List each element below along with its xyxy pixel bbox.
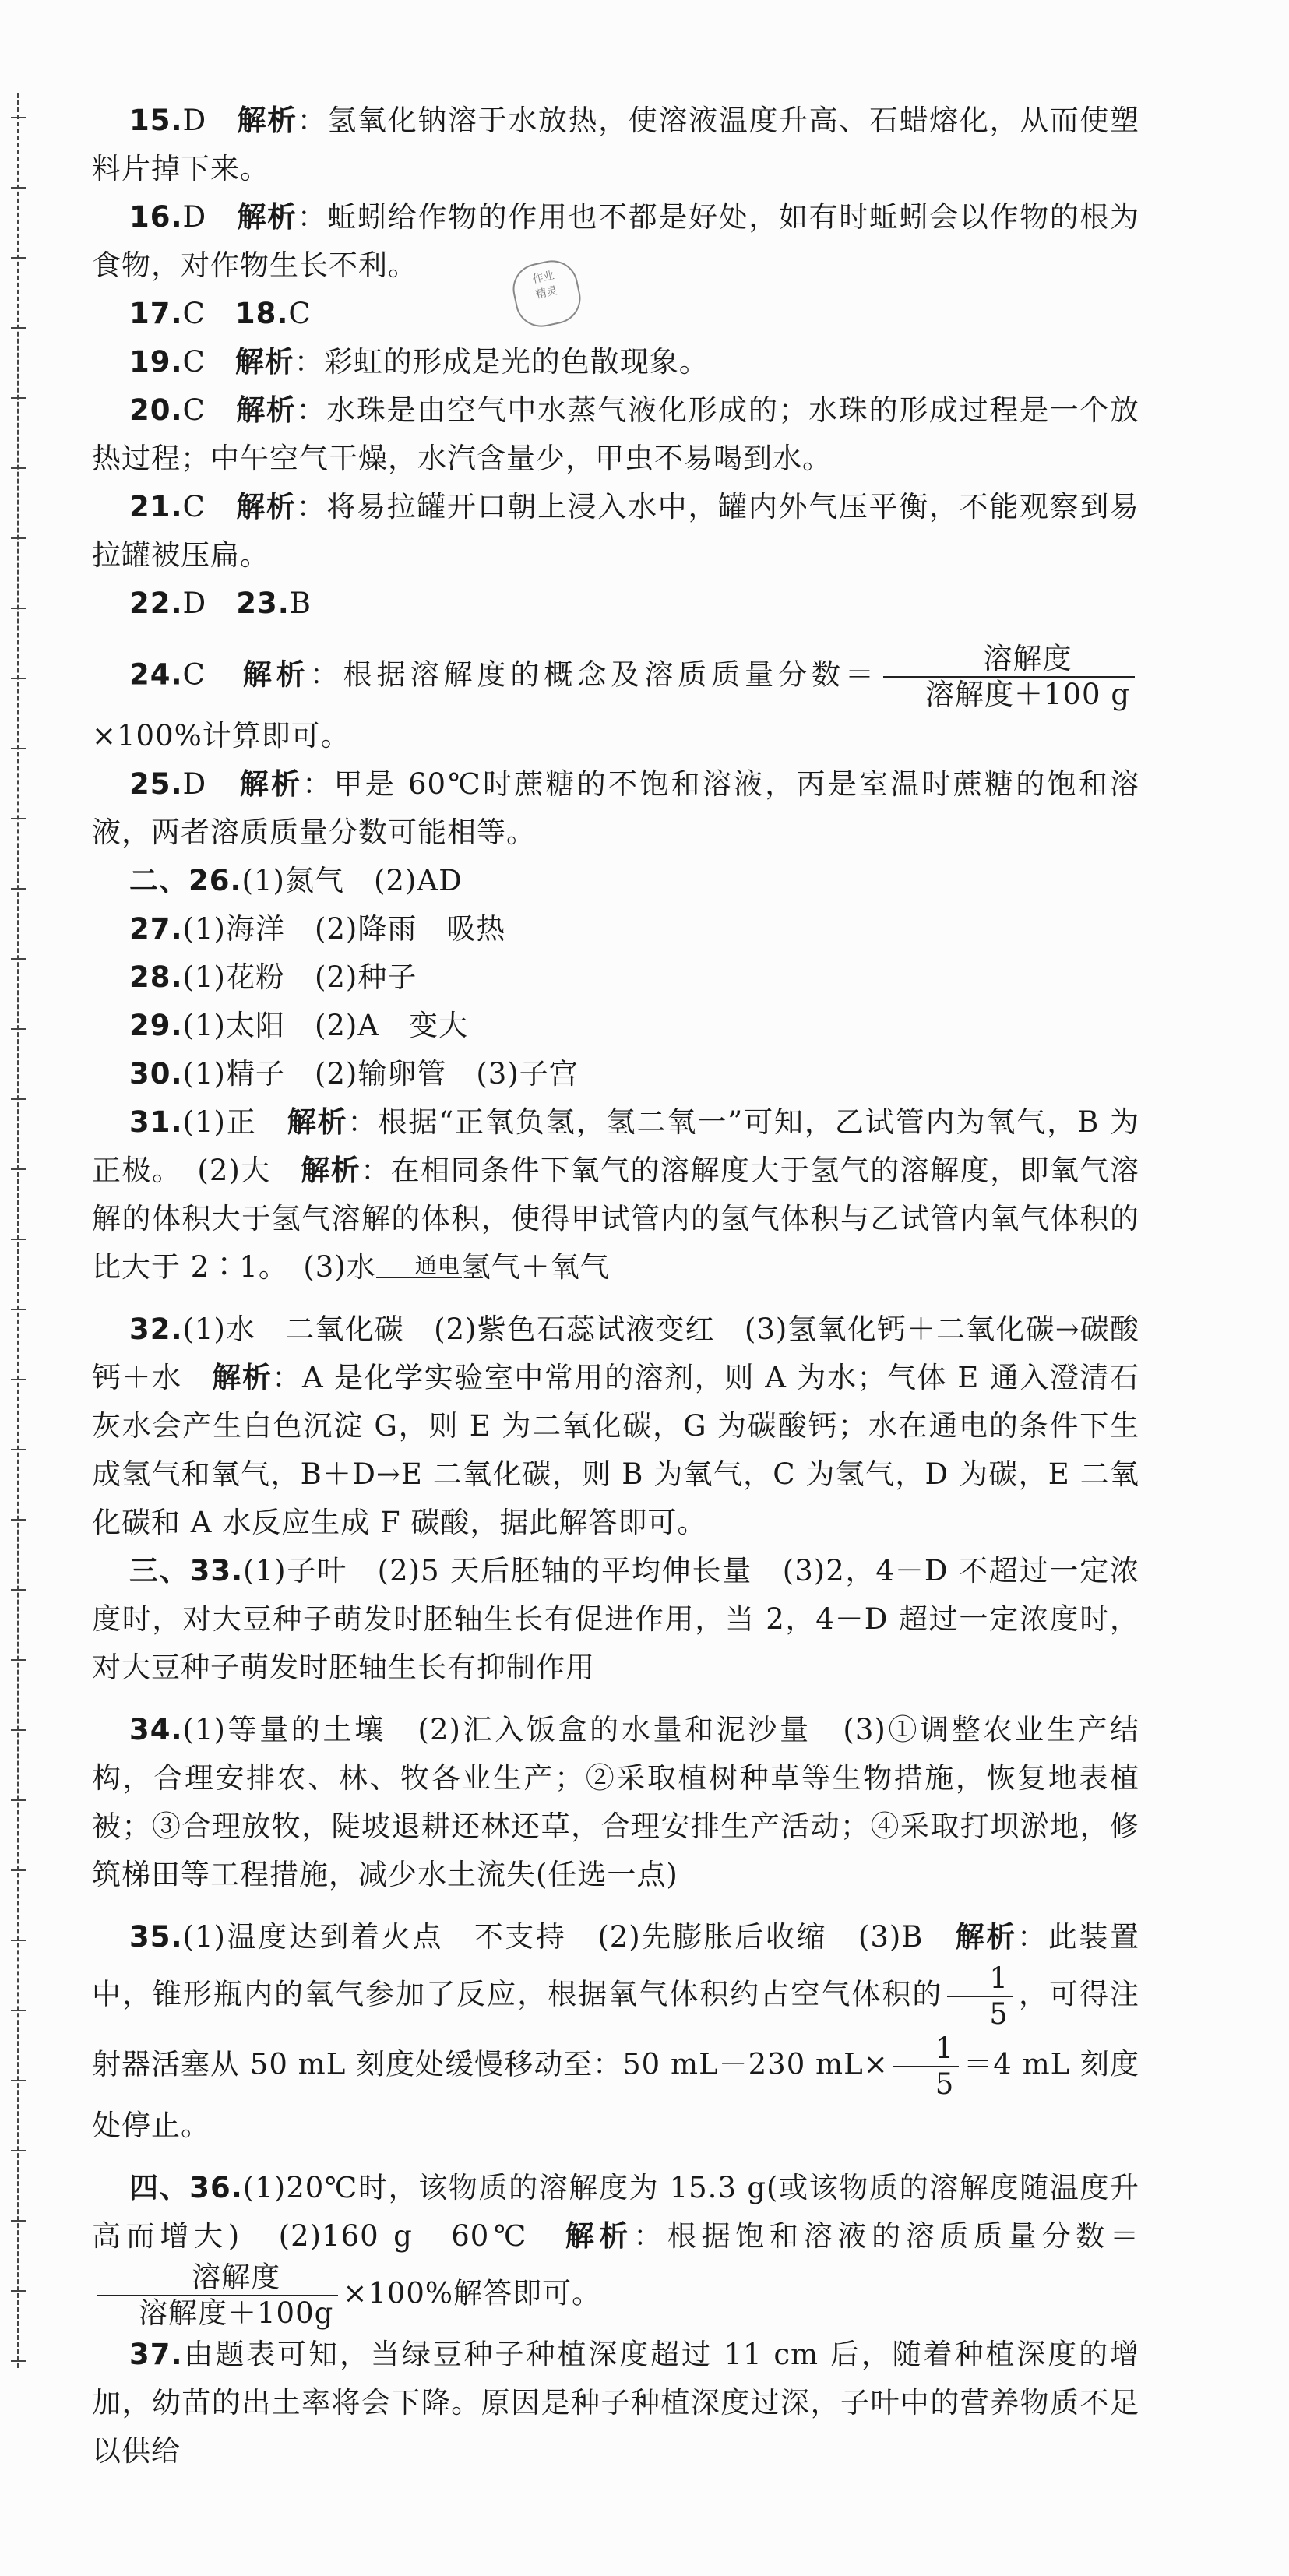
answer-content	[92, 97, 1139, 2476]
answer-27: 27.(1)海洋 (2)降雨 吸热	[129, 912, 506, 946]
answer-16: 16.D 解析：蚯蚓给作物的作用也不都是好处，如有时蚯蚓会以作物的根为食物，对作物生长不利。	[92, 200, 1140, 282]
solubility-fraction: $\frac{\text{溶解度}}{\text{溶解度＋100 g}}$	[883, 642, 1135, 712]
answer-30: 30.(1)精子 (2)输卵管 (3)子宫	[129, 1057, 579, 1091]
one-fifth-fraction: $\frac{1}{5}$	[893, 2032, 960, 2102]
answer-24: 24.C 解析：根据溶解度的概念及溶质质量分数＝ $\frac{\text{溶解度}}{\text{溶解度＋100 g}}$ ×100%计算即可。	[92, 642, 1139, 760]
answer-29: 29.(1)太阳 (2)A 变大	[129, 1009, 469, 1042]
answer-17-18: 17.C 18.C	[129, 297, 312, 330]
answer-35: 35.(1)温度达到着火点 不支持 (2)先膨胀后收缩 (3)B 解析：此装置中，锥形瓶内的氧气参加了反应，根据氧气体积约占空气体积的 $\frac{1}{5}$ ，可得注射器活塞从 50 mL 刻度处缓慢移动至：50 mL－230 mL× $\frac{1}{5}$ ＝4 mL 刻度处停止。	[92, 1920, 1140, 2142]
answer-31: 31.(1)正 解析：根据“正氧负氢，氢二氧一”可知，乙试管内为氧气，B 为正极。 (2)大 解析：在相同条件下氧气的溶解度大于氢气的溶解度，即氧气溶解的体积大于氢气溶解的体积，使得甲试管内的氢气体积与乙试管内氧气体积的比大于 2∶1。 (3)水 通电 氢气＋氧气	[92, 1105, 1140, 1284]
solubility-fraction: $\frac{\text{溶解度}}{\text{溶解度＋100g}}$	[97, 2261, 338, 2331]
answer-36: 四、36.(1)20℃时，该物质的溶解度为 15.3 g(或该物质的溶解度随温度升高而增大) (2)160 g 60℃ 解析：根据饱和溶液的溶质质量分数＝ $\frac{\text{溶解度}}{\text{溶解度＋100g}}$ ×100%解答即可。	[92, 2171, 1140, 2330]
answer-26: 二、26.(1)氮气 (2)AD	[129, 864, 463, 897]
answer-28: 28.(1)花粉 (2)种子	[129, 960, 417, 994]
answer-33: 三、33.(1)子叶 (2)5 天后胚轴的平均伸长量 (3)2，4－D 不超过一定浓度时，对大豆种子萌发时胚轴生长有促进作用，当 2，4－D 超过一定浓度时，对大豆种子萌发时胚轴生长有抑制作用	[92, 1554, 1140, 1684]
answer-19: 19.C 解析：彩虹的形成是光的色散现象。	[129, 345, 709, 379]
answer-37: 37.由题表可知，当绿豆种子种植深度超过 11 cm 后，随着种植深度的增加，幼苗的出土率将会下降。原因是种子种植深度过深，子叶中的营养物质不足以供给	[92, 2338, 1139, 2468]
answer-22-23: 22.D 23.B	[129, 587, 312, 620]
answer-32: 32.(1)水 二氧化碳 (2)紫色石蕊试液变红 (3)氢氧化钙＋二氧化碳→碳酸钙＋水 解析：A 是化学实验室中常用的溶剂，则 A 为水；气体 E 通入澄清石灰水会产生白色沉淀 G，则 E 为二氧化碳，G 为碳酸钙；水在通电的条件下生成氢气和氧气，B＋D→E 二氧化碳，则 B 为氧气，C 为氢气，D 为碳，E 二氧化碳和 A 水反应生成 F 碳酸，据此解答即可。	[92, 1313, 1140, 1539]
one-fifth-fraction: $\frac{1}{5}$	[947, 1961, 1013, 2032]
answer-34: 34.(1)等量的土壤 (2)汇入饭盒的水量和泥沙量 (3)①调整农业生产结构，合理安排农、林、牧各业生产；②采取植树种草等生物措施，恢复地表植被；③合理放牧，陡坡退耕还林还草，合理安排生产活动；④采取打坝淤地，修筑梯田等工程措施，减少水土流失(任选一点)	[92, 1713, 1139, 1891]
answer-25: 25.D 解析：甲是 60℃时蔗糖的不饱和溶液，丙是室温时蔗糖的饱和溶液，两者溶质质量分数可能相等。	[92, 767, 1140, 849]
answer-20: 20.C 解析：水珠是由空气中水蒸气液化形成的；水珠的形成过程是一个放热过程；中午空气干燥，水汽含量少，甲虫不易喝到水。	[92, 393, 1140, 475]
reaction-arrow: 通电	[376, 1255, 462, 1284]
watermark-stamp: 作业 精灵	[508, 255, 585, 332]
answer-15: 15.D 解析：氢氧化钠溶于水放热，使溶液温度升高、石蜡熔化，从而使塑料片掉下来。	[92, 104, 1140, 185]
binding-margin	[17, 93, 30, 2368]
answer-21: 21.C 解析：将易拉罐开口朝上浸入水中，罐内外气压平衡，不能观察到易拉罐被压扁。	[92, 490, 1140, 572]
